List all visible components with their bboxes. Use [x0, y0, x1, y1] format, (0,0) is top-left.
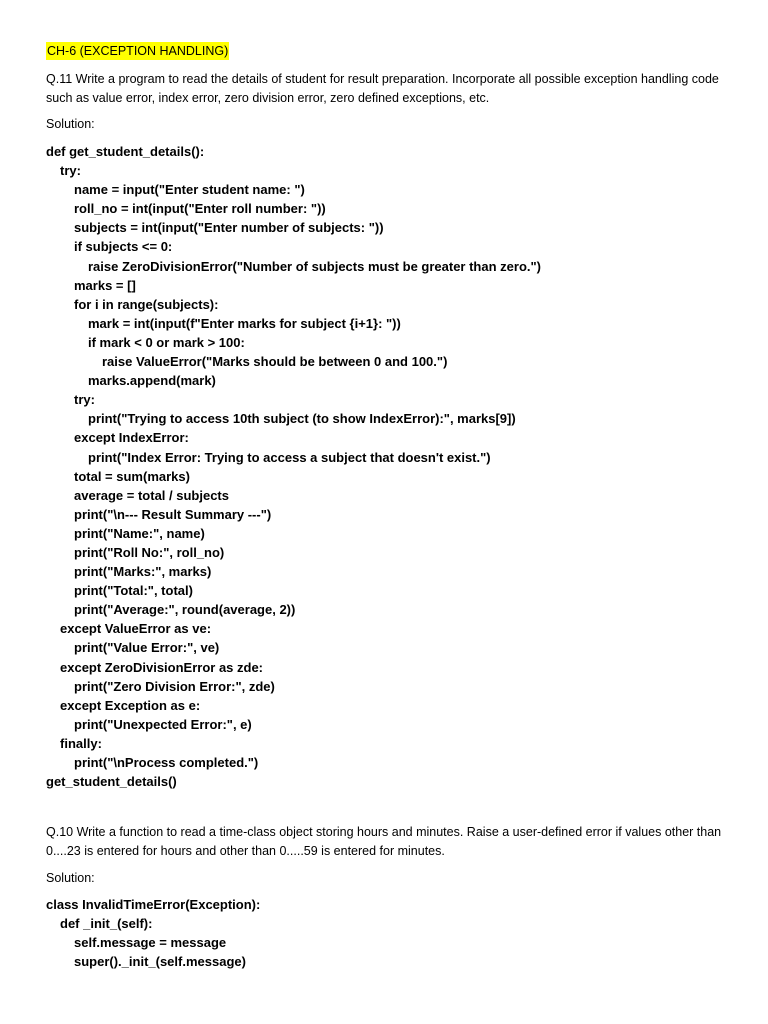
code-line: finally: — [60, 735, 102, 751]
code-line: print("\nProcess completed.") — [74, 755, 259, 770]
code-line: print("\n--- Result Summary ---") — [74, 506, 272, 522]
code-line: super()._init_(self.message) — [74, 954, 246, 970]
code-line: for i in range(subjects): — [74, 296, 219, 312]
code-line: except ZeroDivisionError as zde: — [60, 659, 264, 675]
code-line: get_student_details() — [46, 774, 177, 790]
question-10-solution-label: Solution: — [46, 871, 95, 885]
code-line: mark = int(input(f"Enter marks for subject {i+1}: ")) — [88, 315, 401, 331]
question-10-code-block — [46, 895, 260, 971]
code-line: class InvalidTimeError(Exception): — [46, 897, 261, 912]
code-line: except Exception as e: — [60, 697, 201, 713]
code-line: print("Average:", round(average, 2)) — [74, 602, 296, 618]
question-11-text: Q.11 Write a program to read the details of student for result preparation. Incorporate all possible exception handling code such as value error, index error, zero division error, zero defined exceptions, etc. — [46, 72, 719, 105]
code-line: subjects = int(input("Enter number of subjects: ")) — [74, 220, 384, 236]
code-line: print("Zero Division Error:", zde) — [74, 678, 275, 694]
code-line: raise ZeroDivisionError("Number of subjects must be greater than zero.") — [88, 258, 541, 274]
code-line: except IndexError: — [74, 430, 189, 446]
code-line: def _init_(self): — [60, 916, 153, 932]
question-11-solution-label: Solution: — [46, 117, 95, 131]
code-line: self.message = message — [74, 935, 227, 951]
code-line: marks.append(mark) — [88, 373, 216, 389]
code-line: print("Unexpected Error:", e) — [74, 716, 252, 732]
code-line: def get_student_details(): — [46, 144, 205, 159]
code-line: print("Marks:", marks) — [74, 564, 212, 580]
code-line: print("Index Error: Trying to access a subject that doesn't exist.") — [88, 449, 491, 465]
code-line: try: — [74, 392, 95, 408]
code-line: print("Trying to access 10th subject (to show IndexError):", marks[9]) — [88, 411, 516, 427]
code-line: if subjects <= 0: — [74, 239, 173, 255]
chapter-heading: CH-6 (EXCEPTION HANDLING) — [47, 44, 229, 58]
code-line: print("Roll No:", roll_no) — [74, 544, 225, 560]
code-line: roll_no = int(input("Enter roll number: ")) — [74, 201, 326, 217]
code-line: name = input("Enter student name: ") — [74, 182, 305, 198]
code-line: total = sum(marks) — [74, 468, 190, 484]
code-line: print("Total:", total) — [74, 583, 193, 599]
question-11-code-block — [46, 142, 541, 791]
code-line: marks = [] — [74, 277, 136, 293]
code-line: except ValueError as ve: — [60, 621, 212, 637]
code-line: average = total / subjects — [74, 487, 229, 503]
code-line: print("Value Error:", ve) — [74, 640, 220, 656]
question-10-text: Q.10 Write a function to read a time-class object storing hours and minutes. Raise a user-defined error if values other than 0....23 is entered for hours and other than 0.....59 is entered for minutes. — [46, 825, 722, 858]
code-line: raise ValueError("Marks should be between 0 and 100.") — [102, 354, 448, 370]
code-line: try: — [60, 163, 81, 179]
code-line: if mark < 0 or mark > 100: — [88, 334, 245, 350]
code-line: print("Name:", name) — [74, 525, 205, 541]
